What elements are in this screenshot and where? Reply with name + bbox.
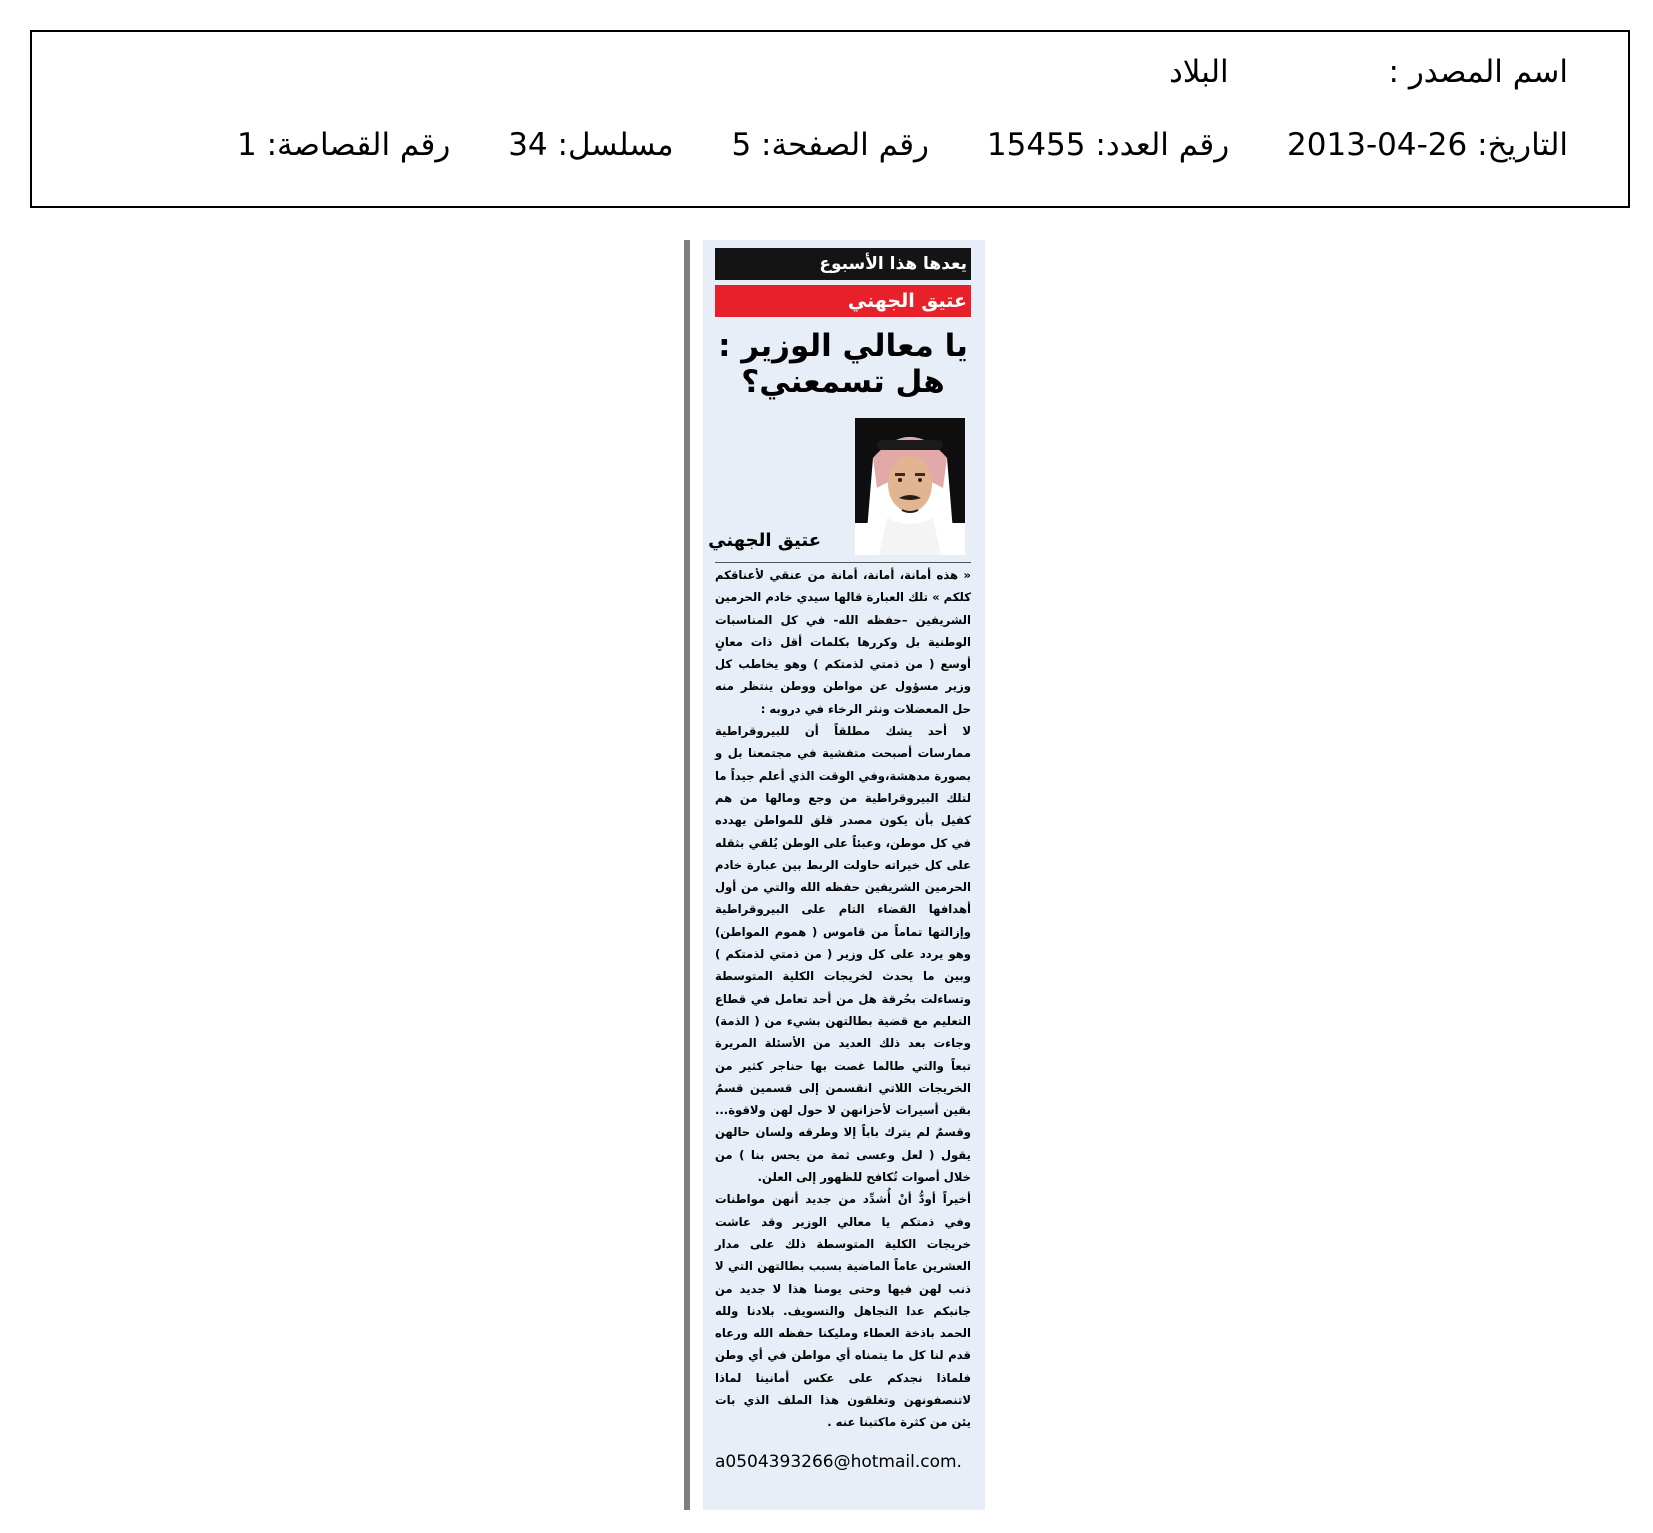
column-rule — [684, 240, 690, 1510]
date-field: التاريخ: 26-04-2013 — [1287, 127, 1568, 163]
photo-caption: عتيق الجهني — [708, 530, 821, 551]
issue-number-field: رقم العدد: 15455 — [986, 127, 1230, 163]
issue-details-row — [189, 127, 1568, 163]
source-value: البلاد — [1168, 54, 1229, 90]
clip-number-field: رقم القصاصة: 1 — [237, 127, 451, 163]
newspaper-clipping — [703, 240, 985, 1510]
page-number-field: رقم الصفحة: 5 — [731, 127, 930, 163]
author-portrait-icon — [855, 418, 965, 555]
article-headline: يا معالي الوزير : هل تسمعني؟ — [718, 328, 968, 400]
article-paragraph: « هذه أمانة، أمانة، أمانة من عنقي لأعناقكم كلكم » تلك العبارة قالها سيدي خادم الحرمين الشريفين –حفظه الله- في كل المناسبات الوطنية بل وكررها بكلمات أقل ذات معانٍ أوسع ( من ذمتي لذمتكم ) وهو يخاطب كل وزير مسؤول عن مواطن ووطن ينتظر منه حل المعضلات ونثر الرخاء في دروبه : — [715, 568, 971, 716]
source-metadata-box — [30, 30, 1630, 208]
serial-field: مسلسل: 34 — [508, 127, 674, 163]
source-label: اسم المصدر : — [1388, 54, 1568, 90]
divider — [715, 562, 971, 563]
author-email: a0504393266@hotmail.com. — [715, 1452, 962, 1472]
author-photo — [855, 418, 965, 555]
author-bar: عتيق الجهني — [715, 285, 971, 317]
column-kicker: يعدها هذا الأسبوع — [715, 248, 971, 280]
article-paragraph: أخيراً أودُّ أنْ أُشدِّد من جديد أنهن مواطنات وفي ذمتكم يا معالي الوزير وقد عاشت خريجات الكلية المتوسطة ذلك على مدار العشرين عاماً الماضية بسبب بطالتهن التي لا ذنب لهن فيها وحتى يومنا هذا لا جديد من جانبكم عدا التجاهل والتسويف. بلادنا ولله الحمد باذخة العطاء ومليكنا حفظه الله ورعاه قدم لنا كل ما يتمناه أي مواطن في أي وطن فلماذا نجدكم على عكس أمانينا لماذا لاتنصفونهن وتغلقون هذا الملف الذي بات يئن من كثرة ماكتبنا عنه . — [715, 1192, 971, 1430]
source-row — [1169, 54, 1568, 90]
article-body — [715, 564, 971, 1434]
article-paragraph: لا أحد يشك مطلقاً أن للبيروقراطية ممارسات أصبحت متفشية في مجتمعنا بل و بصورة مدهشة،وفي الوقت الذي أعلم جيداً ما لتلك البيروقراطية من وجع ومالها من هم كفيل بأن يكون مصدر قلق للمواطن يهدده في كل موطن، وعبئاً على الوطن يُلقي بثقله على كل خيراته حاولت الربط بين عبارة خادم الحرمين الشريفين حفظه الله والتي من أول أهدافها القضاء التام على البيروقراطية وإزالتها تماماً من قاموس ( هموم المواطن) وهو يردد على كل وزير ( من ذمتي لذمتكم ) وبين ما يحدث لخريجات الكلية المتوسطة وتساءلت بحُرقة هل من أحد تعامل في قطاع التعليم مع قضية بطالتهن بشيء من ( الذمة) وجاءت بعد ذلك العديد من الأسئلة المريرة تبعاً والتي طالما غصت بها حناجر كثير من الخريجات اللاتي انقسمن إلى قسمين قسمٌ بقين أسيرات لأحزانهن لا حول لهن ولاقوة... وقسمٌ لم يترك باباً إلا وطرقه ولسان حالهن يقول ( لعل وعسى ثمة من يحس بنا ) من خلال أصوات تُكافح للظهور إلى العلن. — [715, 724, 971, 1185]
